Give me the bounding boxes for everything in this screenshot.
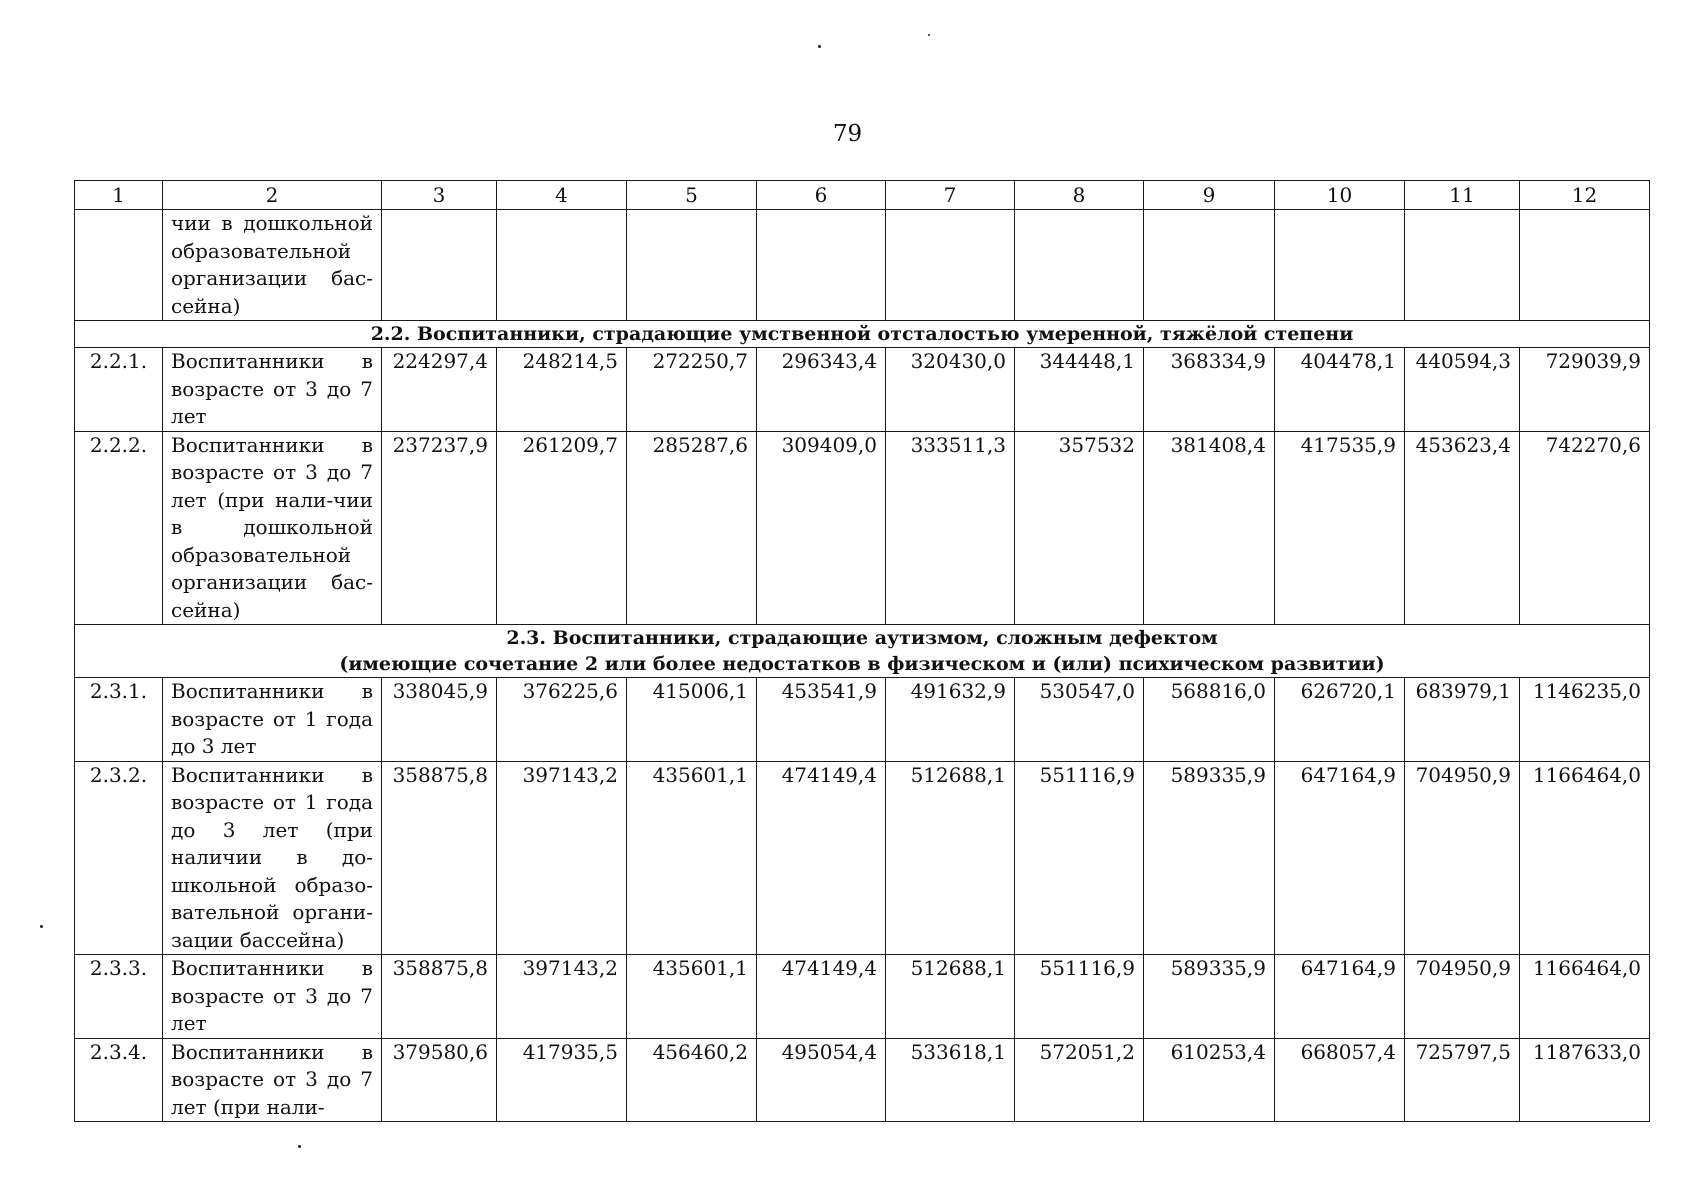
value-cell: 1166464,0 xyxy=(1520,761,1650,955)
value-cell: 704950,9 xyxy=(1405,761,1520,955)
value-cell: 368334,9 xyxy=(1144,348,1275,432)
value-cell: 309409,0 xyxy=(757,431,886,625)
value-cell: 512688,1 xyxy=(886,761,1015,955)
row-description-cell: чии в дошкольной образовательной организации бас-сейна) xyxy=(163,210,382,321)
section-title-line: 2.3. Воспитанники, страдающие аутизмом, сложным дефектом xyxy=(506,627,1218,649)
value-cell: 589335,9 xyxy=(1144,761,1275,955)
value-cell xyxy=(1275,210,1405,321)
value-cell: 474149,4 xyxy=(757,955,886,1039)
scan-speck xyxy=(40,925,43,928)
value-cell: 397143,2 xyxy=(497,761,627,955)
value-cell: 533618,1 xyxy=(886,1038,1015,1122)
value-cell: 272250,7 xyxy=(627,348,757,432)
value-cell: 491632,9 xyxy=(886,678,1015,762)
row-description-cell: Воспитанники в возрасте от 3 до 7 лет (при нали-чии в дошкольной образовательной организации бас-сейна) xyxy=(163,431,382,625)
row-code-cell: 2.3.4. xyxy=(75,1038,163,1122)
value-cell: 572051,2 xyxy=(1015,1038,1144,1122)
section-title-cell xyxy=(75,625,1650,678)
value-cell xyxy=(627,210,757,321)
table-row xyxy=(75,1038,1650,1122)
value-cell: 333511,3 xyxy=(886,431,1015,625)
column-number-cell: 11 xyxy=(1405,181,1520,210)
value-cell: 456460,2 xyxy=(627,1038,757,1122)
table-row xyxy=(75,348,1650,432)
value-cell xyxy=(382,210,497,321)
column-number-cell: 7 xyxy=(886,181,1015,210)
column-number-cell: 8 xyxy=(1015,181,1144,210)
row-description-cell: Воспитанники в возрасте от 3 до 7 лет xyxy=(163,348,382,432)
value-cell: 237237,9 xyxy=(382,431,497,625)
table-row xyxy=(75,210,1650,321)
value-cell: 474149,4 xyxy=(757,761,886,955)
value-cell: 568816,0 xyxy=(1144,678,1275,762)
column-number-cell: 5 xyxy=(627,181,757,210)
value-cell: 551116,9 xyxy=(1015,955,1144,1039)
value-cell: 358875,8 xyxy=(382,761,497,955)
value-cell: 626720,1 xyxy=(1275,678,1405,762)
value-cell: 417935,5 xyxy=(497,1038,627,1122)
value-cell xyxy=(757,210,886,321)
value-cell: 668057,4 xyxy=(1275,1038,1405,1122)
value-cell: 495054,4 xyxy=(757,1038,886,1122)
value-cell: 1146235,0 xyxy=(1520,678,1650,762)
column-number-cell: 1 xyxy=(75,181,163,210)
column-number-cell: 3 xyxy=(382,181,497,210)
value-cell: 1187633,0 xyxy=(1520,1038,1650,1122)
value-cell: 344448,1 xyxy=(1015,348,1144,432)
value-cell: 261209,7 xyxy=(497,431,627,625)
section-title-line: (имеющие сочетание 2 или более недостатков в физическом и (или) психическом развитии) xyxy=(339,653,1385,675)
value-cell: 296343,4 xyxy=(757,348,886,432)
column-number-cell: 2 xyxy=(163,181,382,210)
section-title-line: 2.2. Воспитанники, страдающие умственной отсталостью умеренной, тяжёлой степени xyxy=(370,323,1354,345)
value-cell: 435601,1 xyxy=(627,761,757,955)
row-code-cell: 2.3.2. xyxy=(75,761,163,955)
value-cell: 551116,9 xyxy=(1015,761,1144,955)
value-cell: 647164,9 xyxy=(1275,955,1405,1039)
value-cell: 530547,0 xyxy=(1015,678,1144,762)
value-cell xyxy=(1405,210,1520,321)
value-cell xyxy=(1144,210,1275,321)
value-cell: 725797,5 xyxy=(1405,1038,1520,1122)
section-title-cell xyxy=(75,321,1650,348)
column-number-cell: 9 xyxy=(1144,181,1275,210)
scan-speck xyxy=(818,45,821,48)
row-code-cell: 2.3.1. xyxy=(75,678,163,762)
value-cell: 404478,1 xyxy=(1275,348,1405,432)
column-number-cell: 6 xyxy=(757,181,886,210)
value-cell: 285287,6 xyxy=(627,431,757,625)
table-body xyxy=(75,181,1650,1122)
table-row xyxy=(75,955,1650,1039)
value-cell: 248214,5 xyxy=(497,348,627,432)
column-number-cell: 10 xyxy=(1275,181,1405,210)
value-cell: 417535,9 xyxy=(1275,431,1405,625)
table-row xyxy=(75,761,1650,955)
value-cell: 683979,1 xyxy=(1405,678,1520,762)
value-cell: 358875,8 xyxy=(382,955,497,1039)
value-cell: 357532 xyxy=(1015,431,1144,625)
value-cell xyxy=(886,210,1015,321)
row-code-cell: 2.2.2. xyxy=(75,431,163,625)
row-description-cell: Воспитанники в возрасте от 1 года до 3 лет (при наличии в до-школьной образо-вательной органи-зации бассейна) xyxy=(163,761,382,955)
section-header-row xyxy=(75,321,1650,348)
value-cell: 376225,6 xyxy=(497,678,627,762)
value-cell: 224297,4 xyxy=(382,348,497,432)
value-cell xyxy=(1520,210,1650,321)
scan-speck xyxy=(928,34,930,36)
row-code-cell xyxy=(75,210,163,321)
value-cell: 742270,6 xyxy=(1520,431,1650,625)
table-row xyxy=(75,431,1650,625)
value-cell: 453541,9 xyxy=(757,678,886,762)
row-code-cell: 2.2.1. xyxy=(75,348,163,432)
value-cell xyxy=(1015,210,1144,321)
value-cell: 729039,9 xyxy=(1520,348,1650,432)
scan-speck xyxy=(298,1145,301,1148)
table-row xyxy=(75,678,1650,762)
tariff-table xyxy=(74,180,1650,1122)
value-cell: 512688,1 xyxy=(886,955,1015,1039)
value-cell: 381408,4 xyxy=(1144,431,1275,625)
value-cell: 647164,9 xyxy=(1275,761,1405,955)
row-description-cell: Воспитанники в возрасте от 1 года до 3 лет xyxy=(163,678,382,762)
column-number-row xyxy=(75,181,1650,210)
value-cell: 453623,4 xyxy=(1405,431,1520,625)
column-number-cell: 12 xyxy=(1520,181,1650,210)
value-cell: 320430,0 xyxy=(886,348,1015,432)
column-number-cell: 4 xyxy=(497,181,627,210)
row-code-cell: 2.3.3. xyxy=(75,955,163,1039)
value-cell: 610253,4 xyxy=(1144,1038,1275,1122)
page-number: 79 xyxy=(832,121,863,147)
value-cell: 379580,6 xyxy=(382,1038,497,1122)
value-cell: 589335,9 xyxy=(1144,955,1275,1039)
row-description-cell: Воспитанники в возрасте от 3 до 7 лет xyxy=(163,955,382,1039)
value-cell: 435601,1 xyxy=(627,955,757,1039)
value-cell: 704950,9 xyxy=(1405,955,1520,1039)
value-cell xyxy=(497,210,627,321)
value-cell: 338045,9 xyxy=(382,678,497,762)
value-cell: 397143,2 xyxy=(497,955,627,1039)
section-header-row xyxy=(75,625,1650,678)
row-description-cell: Воспитанники в возрасте от 3 до 7 лет (при нали- xyxy=(163,1038,382,1122)
value-cell: 440594,3 xyxy=(1405,348,1520,432)
value-cell: 1166464,0 xyxy=(1520,955,1650,1039)
value-cell: 415006,1 xyxy=(627,678,757,762)
